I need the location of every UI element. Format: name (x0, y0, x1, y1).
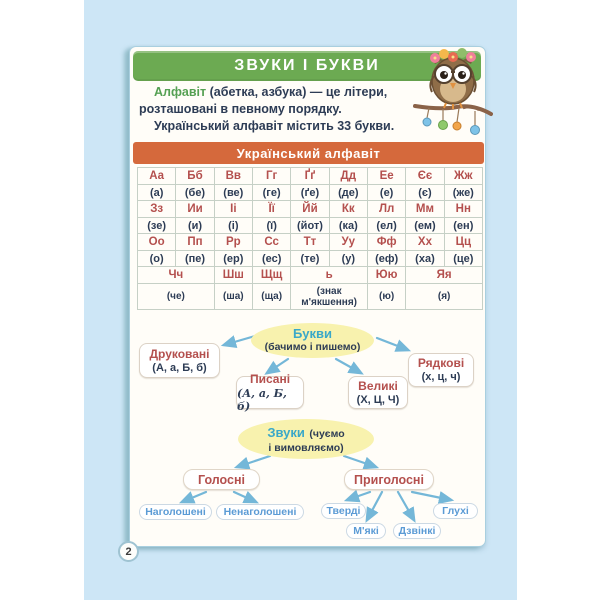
node-printed-letters (139, 343, 220, 378)
letter-cell: Чч (138, 267, 215, 284)
letter-name-cell: (де) (329, 185, 367, 201)
letter-cell: Жж (444, 168, 482, 185)
letter-name-cell: (пе) (176, 251, 214, 267)
letter-name-cell: (це) (444, 251, 482, 267)
letters-root-subtitle: (бачимо і пишемо) (264, 341, 361, 353)
letter-name-cell: (ем) (406, 218, 444, 234)
letter-name-cell: (зе) (138, 218, 176, 234)
leaf-unstressed-label: Ненаголошені (223, 506, 297, 518)
owl-mascot-icon (413, 44, 493, 141)
letter-name-cell: (е) (367, 185, 405, 201)
letter-cell: Фф (367, 234, 405, 251)
leaf-stressed (139, 504, 212, 520)
letter-cell: Тт (291, 234, 329, 251)
letter-name-cell: (ґе) (291, 185, 329, 201)
letter-name-cell: (ша) (214, 284, 252, 310)
leaf-voiceless-label: Глухі (442, 505, 469, 517)
leaf-unstressed (216, 504, 304, 520)
letter-name-cell: (же) (444, 185, 482, 201)
leaf-hard-label: Тверді (326, 505, 361, 517)
letter-cell: Хх (406, 234, 444, 251)
letter-cell: Іі (214, 201, 252, 218)
node-written-letters (236, 372, 304, 413)
letter-cell: ь (291, 267, 368, 284)
node-vowels (183, 469, 260, 490)
letter-cell: Рр (214, 234, 252, 251)
leaf-soft (346, 523, 386, 539)
sounds-root-sub-2: і вимовляємо) (268, 441, 344, 454)
letter-name-cell: (о) (138, 251, 176, 267)
letter-name-cell: (че) (138, 284, 215, 310)
leaf-stressed-label: Наголошені (145, 506, 206, 518)
letter-cell: Ґґ (291, 168, 329, 185)
letter-name-cell: (бе) (176, 185, 214, 201)
letter-name-cell: (и) (176, 218, 214, 234)
node-consonants (344, 469, 434, 490)
letter-name-cell: (ер) (214, 251, 252, 267)
letter-cell: Юю (367, 267, 405, 284)
sounds-root-line-1 (267, 424, 344, 442)
letter-cell: Ии (176, 201, 214, 218)
page-title: ЗВУКИ І БУКВИ (234, 57, 380, 74)
letter-name-cell: (ю) (367, 284, 405, 310)
letter-name-cell: (еф) (367, 251, 405, 267)
letter-cell: Пп (176, 234, 214, 251)
letter-cell: Яя (406, 267, 483, 284)
letter-cell: Аа (138, 168, 176, 185)
sounds-root-title: Звуки (267, 424, 305, 440)
letter-cell: Уу (329, 234, 367, 251)
leaf-voiceless (433, 503, 478, 519)
letters-root-title: Букви (293, 326, 332, 341)
letter-name-cell: (знак м'якшення) (291, 284, 368, 310)
letter-name-cell: (ща) (252, 284, 290, 310)
letter-cell: Дд (329, 168, 367, 185)
letter-cell: Оо (138, 234, 176, 251)
letter-cell: Зз (138, 201, 176, 218)
letter-cell: Цц (444, 234, 482, 251)
letter-name-cell: (ве) (214, 185, 252, 201)
letter-name-cell: (ес) (252, 251, 290, 267)
alphabet-header-label: Український алфавіт (236, 145, 381, 161)
letter-name-cell: (те) (291, 251, 329, 267)
node-capital-letters (348, 376, 408, 409)
letter-cell: Шш (214, 267, 252, 284)
node-lowercase-letters (408, 353, 474, 387)
intro-line-3: Український алфавіт містить 33 букви. (154, 119, 395, 133)
letter-name-cell: (ге) (252, 185, 290, 201)
letter-cell: Лл (367, 201, 405, 218)
intro-line-2: розташовані в певному порядку. (139, 102, 342, 116)
letter-name-cell: (а) (138, 185, 176, 201)
node-lowercase-label: Рядкові (417, 356, 465, 370)
book-cover-background (84, 0, 517, 600)
letter-cell: Єє (406, 168, 444, 185)
page-number-badge (118, 541, 139, 562)
letter-name-cell: (у) (329, 251, 367, 267)
node-written-example: (А, а, Б, б) (237, 387, 287, 413)
letter-name-cell: (ен) (444, 218, 482, 234)
letter-cell: Йй (291, 201, 329, 218)
sounds-root-bubble (238, 419, 374, 459)
leaf-voiced-label: Дзвінкі (398, 525, 436, 537)
letter-cell: Її (252, 201, 290, 218)
letter-name-cell: (ка) (329, 218, 367, 234)
leaf-hard (321, 503, 366, 519)
letter-cell: Ее (367, 168, 405, 185)
letter-cell: Нн (444, 201, 482, 218)
letter-name-cell: (є) (406, 185, 444, 201)
letter-cell: Кк (329, 201, 367, 218)
node-capital-example: (Х, Ц, Ч) (356, 393, 400, 406)
node-capital-label: Великі (358, 378, 398, 393)
term-alphabet: Алфавіт (154, 85, 207, 99)
page-number: 2 (125, 545, 132, 558)
book-page (129, 46, 486, 547)
sounds-root-sub-1: (чуємо (309, 427, 345, 440)
node-printed-example: (А, а, Б, б) (152, 361, 207, 374)
node-consonants-label: Приголосні (354, 472, 424, 487)
node-written-label: Писані (249, 372, 291, 386)
letter-name-cell: (ї) (252, 218, 290, 234)
letters-root-bubble (251, 323, 374, 358)
intro-line-1-rest: (абетка, азбука) — це літери, (206, 85, 388, 99)
letter-cell: Щщ (252, 267, 290, 284)
leaf-soft-label: М'які (353, 525, 379, 537)
letter-name-cell: (і) (214, 218, 252, 234)
letter-cell: Сс (252, 234, 290, 251)
node-lowercase-example: (х, ц, ч) (421, 371, 461, 383)
letter-name-cell: (я) (406, 284, 483, 310)
leaf-voiced (393, 523, 441, 539)
letter-cell: Мм (406, 201, 444, 218)
letter-cell: Гг (252, 168, 290, 185)
letter-name-cell: (йот) (291, 218, 329, 234)
node-printed-label: Друковані (149, 346, 210, 361)
letter-name-cell: (ел) (367, 218, 405, 234)
letter-cell: Вв (214, 168, 252, 185)
node-vowels-label: Голосні (197, 472, 245, 487)
letter-cell: Бб (176, 168, 214, 185)
letter-name-cell: (ха) (406, 251, 444, 267)
